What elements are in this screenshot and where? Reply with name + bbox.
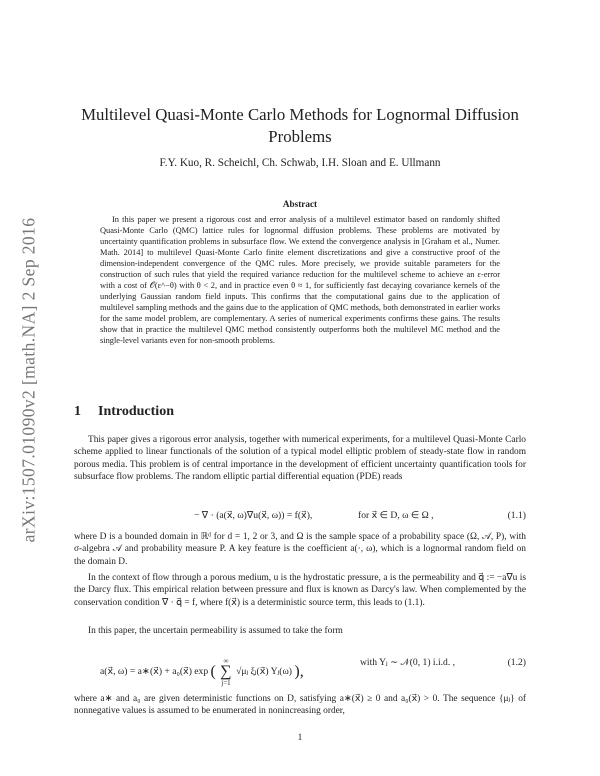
abstract-text: In this paper we present a rigorous cost and error analysis of a multilevel estimator based on randomly shifted Quasi-Monte Carlo (QMC) lattice rules for lognormal diffusion problems. These problems are motivated by uncertainty quantification problems in subsurface flow. We extend the convergence analysis in [Graham et al., Numer. Math. 2014] to multilevel Quasi-Monte Carlo finite element discretizations and give a constructive proof of the dimension-independent convergence of the QMC rules. More precisely, we provide suitable parameters for the construction of such rules that yield the required variance reduction for the multilevel scheme to achieve an ε-error with a cost of 𝒪(ε^−θ) with θ < 2, and in practice even θ ≈ 1, for sufficiently fast decaying covariance kernels of the underlying Gaussian random field inputs. This confirms that the computational gains due to the application of multilevel sampling methods and the gains due to the application of QMC methods, both demonstrated in earlier works for the same model problem, are complementary. A series of numerical experiments confirms these gains. The results show that in practice the multilevel QMC method consistently outperforms both the multilevel MC method and the single-level variants even for non-smooth problems.	[100, 215, 500, 345]
equation-1-2	[74, 643, 526, 687]
title-line-1: Multilevel Quasi-Monte Carlo Methods for Lognormal Diffusion	[81, 105, 519, 124]
sum-upper-limit: ∞	[223, 657, 229, 665]
abstract-heading: Abstract	[282, 199, 318, 209]
sum-sigma: ∑	[220, 663, 232, 680]
paragraph-permeability	[74, 625, 526, 637]
sum-symbol	[220, 657, 231, 687]
title-line-2: Problems	[268, 127, 332, 146]
paragraph-5: where a∗ and a₀ are given deterministic functions on D, satisfying a∗(x⃗) ≥ 0 and a₀(x⃗) > 0. The sequence {μⱼ} of nonnegative values is assumed to be enumerated in nonincreasing order,	[74, 694, 526, 717]
paragraph-2: where D is a bounded domain in ℝᵈ for d = 1, 2 or 3, and Ω is the sample space of a probability space (Ω, 𝒜, P), with σ-algebra 𝒜 and probability measure P. A key feature is the coefficient a(·, ω), which is a lognormal random field on the domain D.	[74, 532, 526, 567]
equation-1-1-condition: for x⃗ ∈ D, ω ∈ Ω ,	[358, 510, 434, 521]
paragraph-4: In this paper, the uncertain permeability is assumed to take the form	[88, 626, 343, 636]
section-heading	[74, 404, 174, 420]
equation-1-2-left: a(x⃗, ω) = a∗(x⃗) + a₀(x⃗) exp	[100, 666, 209, 678]
arxiv-sidebar-stamp	[14, 180, 44, 580]
paragraph-1: This paper gives a rigorous error analysis, together with numerical experiments, for a multilevel Quasi-Monte Carlo scheme applied to linear functionals of the solution of a typical model elliptic problem of steady-state flow in random porous media. This problem is of central importance in the development of efficient uncertainty quantification tools for subsurface flow problems. The random elliptic partial differential equation (PDE) reads	[74, 435, 526, 483]
equation-1-2-summand: √μⱼ ξⱼ(x⃗) Yⱼ(ω)	[236, 666, 292, 678]
paragraph-coefficients	[74, 693, 526, 718]
equation-1-1-expression: − ∇ · (a(x⃗, ω)∇u(x⃗, ω)) = f(x⃗),	[194, 510, 313, 521]
section-title: Introduction	[98, 404, 174, 419]
paragraph-darcy	[74, 572, 526, 609]
equation-1-1	[74, 510, 526, 524]
author-list: F.Y. Kuo, R. Scheichl, Ch. Schwab, I.H. Sloan and E. Ullmann	[159, 157, 441, 169]
page-number: 1	[297, 733, 303, 743]
abstract-body	[100, 214, 500, 346]
equation-1-2-condition: with Yⱼ ∼ 𝒩(0, 1) i.i.d. ,	[360, 657, 456, 668]
sum-lower-limit: j=1	[221, 679, 231, 687]
equation-1-2-expression: a(x⃗, ω) = a∗(x⃗) + a₀(x⃗) exp ( ∞ ∑ j=1 √μⱼ ξⱼ(x⃗) Yⱼ(ω) ),	[100, 657, 304, 687]
section-number: 1	[74, 404, 81, 419]
paragraph-intro	[74, 434, 526, 484]
equation-1-1-number: (1.1)	[507, 510, 526, 521]
arxiv-identifier: arXiv:1507.01090v2 [math.NA] 2 Sep 2016	[18, 217, 39, 543]
paragraph-3: In the context of flow through a porous medium, u is the hydrostatic pressure, a is the permeability and q⃗ := −a∇u is the Darcy flux. This empirical relation between pressure and flux is known as Darcy's law. When complemented by the conservation condition ∇ · q⃗ = f, where f(x⃗) is a deterministic source term, this leads to (1.1).	[74, 573, 526, 608]
paragraph-domain	[74, 531, 526, 568]
equation-1-2-number: (1.2)	[507, 657, 526, 668]
paper-title	[78, 104, 522, 148]
